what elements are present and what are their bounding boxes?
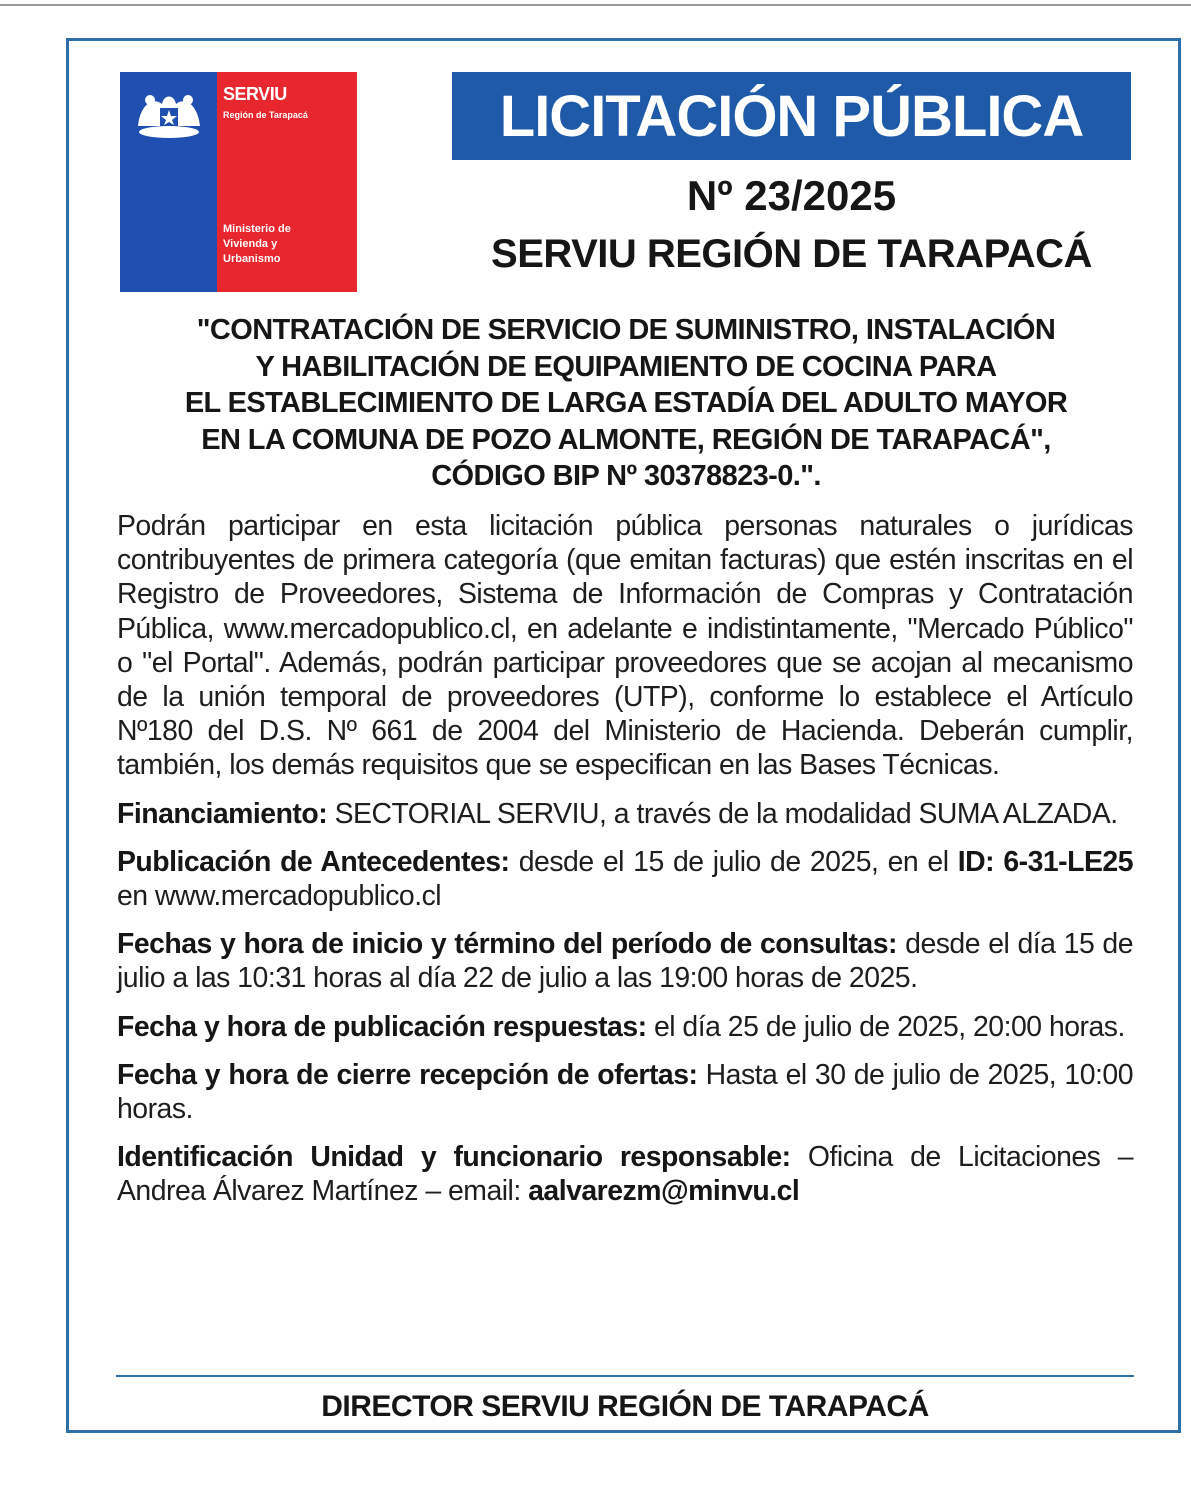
- top-divider: [0, 4, 1191, 6]
- contact-text: Oficina de Licitaciones – Andrea Álvarez Martínez – email:: [117, 1141, 1133, 1208]
- contact-email: aalvarezm@minvu.cl: [528, 1175, 800, 1208]
- answers-paragraph: [117, 1010, 1133, 1044]
- contract-title-line: CÓDIGO BIP Nº 30378823-0.".: [431, 460, 821, 492]
- notice-body: [117, 509, 1133, 1209]
- footer-signature: DIRECTOR SERVIU REGIÓN DE TARAPACÁ: [321, 1390, 929, 1423]
- contract-title-line: Y HABILITACIÓN DE EQUIPAMIENTO DE COCINA PARA: [255, 350, 997, 383]
- financing-text: SECTORIAL SERVIU, a través de la modalidad SUMA ALZADA.: [327, 797, 1118, 830]
- contact-paragraph: [117, 1140, 1133, 1208]
- closing-paragraph: [117, 1058, 1133, 1126]
- contract-title-line: EL ESTABLECIMIENTO DE LARGA ESTADÍA DEL ADULTO MAYOR: [184, 387, 1068, 419]
- coat-of-arms-icon: [130, 86, 208, 146]
- ministry-line: Ministerio de: [223, 223, 291, 235]
- contract-title-line: EN LA COMUNA DE POZO ALMONTE, REGIÓN DE TARAPACÁ",: [201, 423, 1051, 456]
- queries-label: Fechas y hora de inicio y término del período de consultas:: [117, 928, 897, 961]
- serviu-logo: [120, 72, 357, 292]
- tender-region: SERVIU REGIÓN DE TARAPACÁ: [491, 232, 1092, 276]
- answers-label: Fecha y hora de publicación respuestas:: [117, 1010, 647, 1043]
- publication-paragraph: [117, 845, 1133, 913]
- tender-number: Nº 23/2025: [686, 172, 897, 219]
- answers-text: el día 25 de julio de 2025, 20:00 horas.: [646, 1010, 1125, 1043]
- queries-paragraph: [117, 927, 1133, 995]
- logo-org-region: Región de Tarapacá: [223, 110, 308, 120]
- contract-title-line: "CONTRATACIÓN DE SERVICIO DE SUMINISTRO, INSTALACIÓN: [196, 314, 1056, 346]
- ministry-line: Vivienda y: [223, 238, 278, 250]
- publication-text: desde el 15 de julio de 2025, en el: [509, 845, 958, 878]
- tender-banner: LICITACIÓN PÚBLICA: [452, 72, 1131, 160]
- contract-title: [116, 312, 1136, 495]
- logo-org-name: SERVIU: [223, 84, 287, 104]
- publication-id: ID: 6-31-LE25: [957, 845, 1133, 878]
- logo-red-panel: [217, 72, 357, 292]
- logo-blue-panel: [120, 72, 217, 292]
- financing-paragraph: [117, 797, 1133, 831]
- contact-label: Identificación Unidad y funcionario responsable:: [117, 1141, 791, 1174]
- footer-divider: [116, 1375, 1134, 1377]
- publication-label: Publicación de Antecedentes:: [117, 845, 510, 878]
- closing-label: Fecha y hora de cierre recepción de ofertas:: [117, 1058, 698, 1091]
- financing-label: Financiamiento:: [117, 797, 328, 830]
- closing-text: Hasta el 30 de julio de 2025, 10:00 horas.: [117, 1058, 1133, 1126]
- intro-paragraph: Podrán participar en esta licitación pública personas naturales o jurídicas contribuyentes de primera categoría (que emitan facturas) que estén inscritas en el Registro de Proveedores, Sistema de Información de Compras y Contratación Pública, www.mercadopublico.cl, en adelante e indistintamente, "Mercado Público" o "el Portal". Además, podrán participar proveedores que se acojan al mecanismo de la unión temporal de proveedores (UTP), conforme lo establece el Artículo Nº180 del D.S. Nº 661 de 2004 del Ministerio de Hacienda. Deberán cumplir, también, los demás requisitos que se especifican en las Bases Técnicas.: [117, 510, 1133, 782]
- ministry-line: Urbanismo: [223, 253, 281, 265]
- queries-text: desde el día 15 de julio a las 10:31 horas al día 22 de julio a las 19:00 horas de 2025.: [117, 928, 1133, 995]
- publication-site: en www.mercadopublico.cl: [117, 880, 442, 913]
- logo-ministry: [223, 222, 343, 267]
